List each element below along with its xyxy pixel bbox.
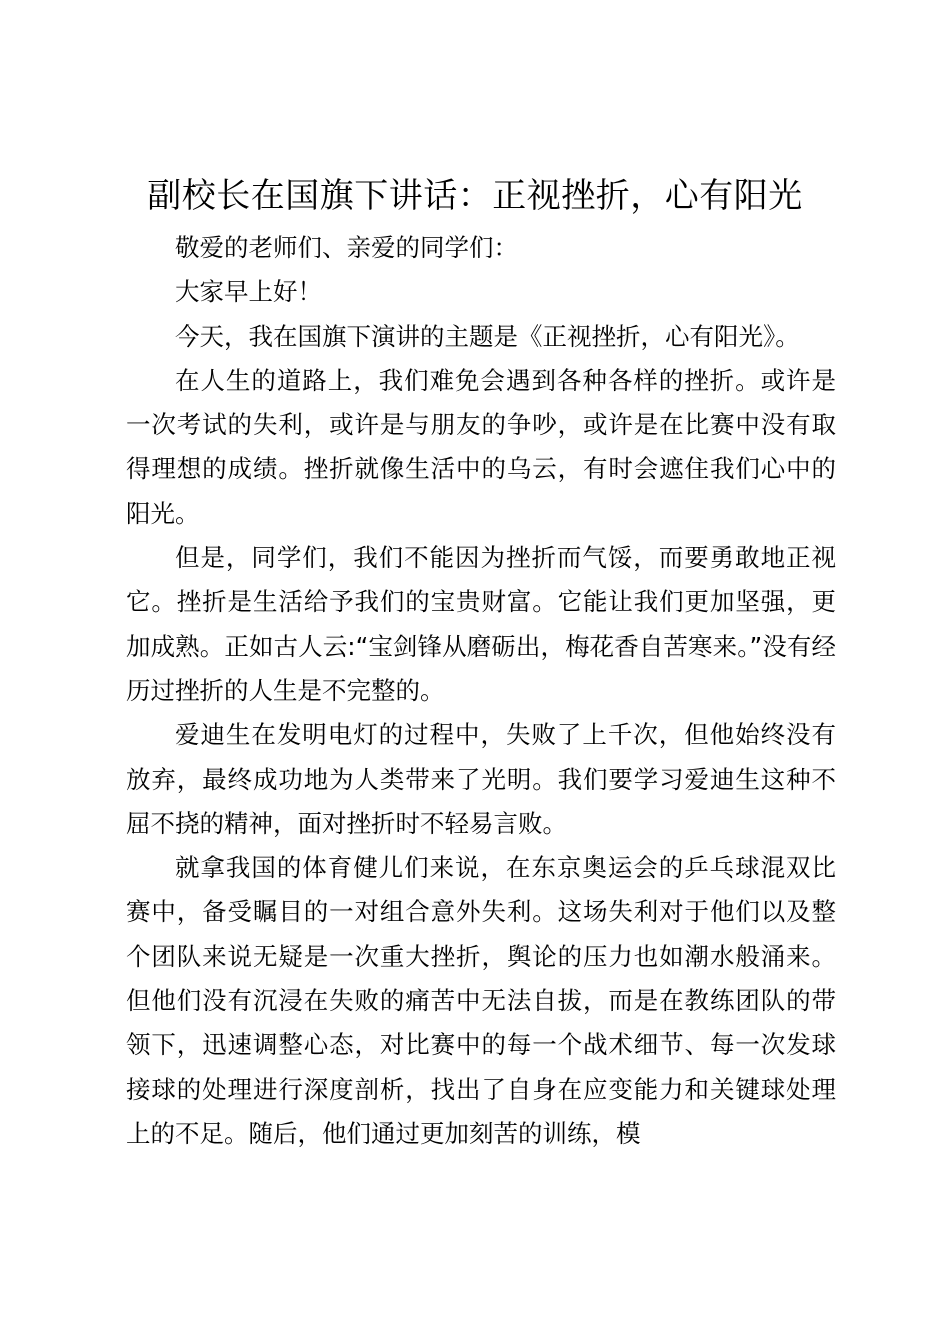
document-title: 副校长在国旗下讲话：正视挫折，心有阳光 (147, 176, 803, 216)
paragraph-good-morning: 大家早上好！ (175, 277, 322, 307)
paragraph-greeting: 敬爱的老师们、亲爱的同学们： (175, 233, 518, 262)
paragraph-edison: 爱迪生在发明电灯的过程中，失败了上千次，但他始终没有放弃，最终成功地为人类带来了光明。我们要学习爱迪生这种不屈不挠的精神，面对挫折时不轻易言败。 (126, 720, 836, 838)
document-body (126, 226, 836, 1156)
paragraph-face-setbacks: 但是，同学们，我们不能因为挫折而气馁，而要勇敢地正视它。挫折是生活给予我们的宝贵财富。它能让我们更加坚强，更加成熟。正如古人云:“宝剑锋从磨砺出，梅花香自苦寒来。”没有经历过挫折的人生是不完整的。 (126, 543, 836, 705)
paragraph-setbacks: 在人生的道路上，我们难免会遇到各种各样的挫折。或许是一次考试的失利，或许是与朋友的争吵，或许是在比赛中没有取得理想的成绩。挫折就像生活中的乌云，有时会遮住我们心中的阳光。 (126, 365, 836, 528)
paragraph-athletes: 就拿我国的体育健儿们来说，在东京奥运会的乒乓球混双比赛中，备受瞩目的一对组合意外失利。这场失利对于他们以及整个团队来说无疑是一次重大挫折，舆论的压力也如潮水般涌来。但他们没有沉浸在失败的痛苦中无法自拔，而是在教练团队的带领下，迅速调整心态，对比赛中的每一个战术细节、每一次发球接球的处理进行深度剖析，找出了自身在应变能力和关键球处理上的不足。随后，他们通过更加刻苦的训练，模 (126, 853, 836, 1148)
paragraph-topic: 今天，我在国旗下演讲的主题是《正视挫折，心有阳光》。 (175, 321, 800, 351)
